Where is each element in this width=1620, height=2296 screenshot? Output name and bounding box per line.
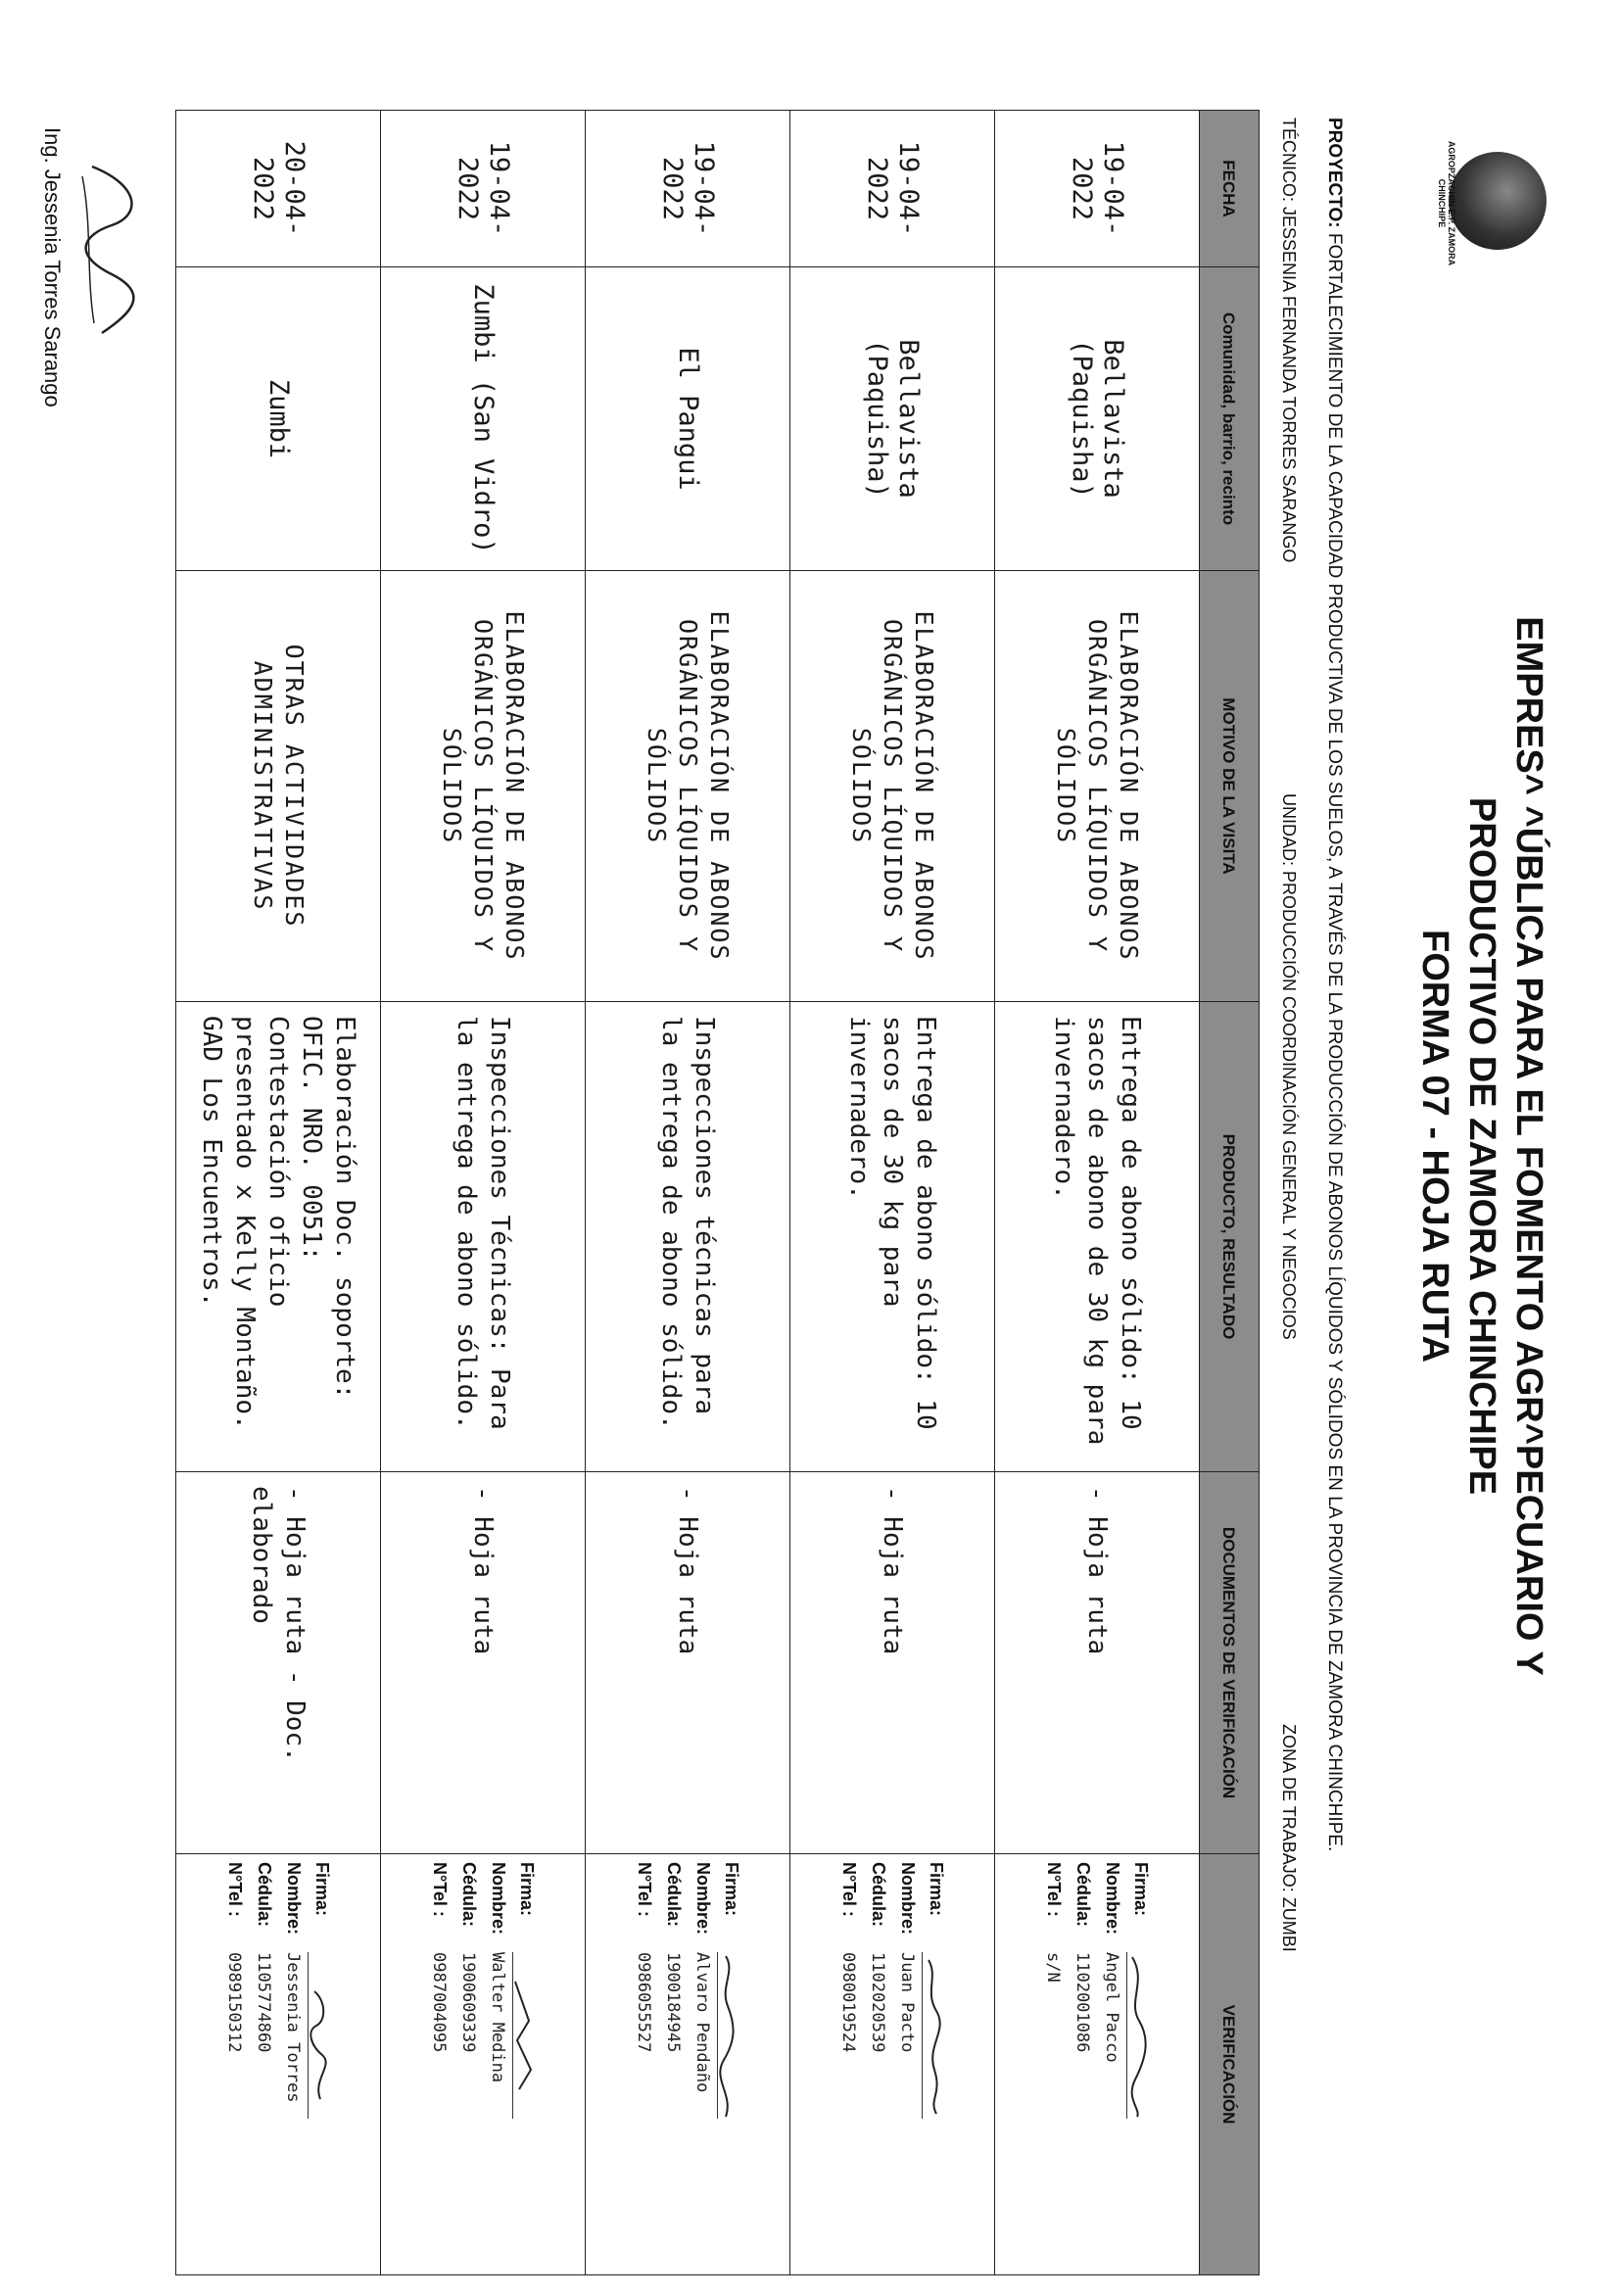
- handwritten-signature: [923, 1952, 943, 2119]
- cell-motivo: ELABORACIÓN DE ABONOS ORGÁNICOS LÍQUIDOS Y SÓLIDOS: [381, 571, 586, 1002]
- cell-fecha: 19-04-2022: [381, 111, 586, 267]
- nombre-label: Nombre:: [898, 1862, 919, 1936]
- tecnico-line: TÉCNICO: JESSENIA FERNANDA TORRES SARANGO: [1279, 118, 1299, 563]
- cell-comunidad: Bellavista (Paquisha): [790, 267, 995, 571]
- cedula-value: 1900609339: [458, 1952, 479, 2053]
- cell-verificacion: [381, 1854, 586, 2275]
- firma-label: Firma:: [1131, 1862, 1152, 1917]
- nombre-value: Walter Medina: [488, 1952, 508, 2083]
- cell-comunidad: Zumbi: [176, 267, 381, 571]
- cell-documentos: - Hoja ruta: [586, 1472, 790, 1854]
- cell-producto: Inspecciones técnicas para la entrega de abono sólido.: [586, 1002, 790, 1472]
- nombre-label: Nombre:: [1103, 1862, 1123, 1936]
- cell-motivo: ELABORACIÓN DE ABONOS ORGÁNICOS LÍQUIDOS Y SÓLIDOS: [995, 571, 1200, 1002]
- nombre-value: Jessenia Torres: [283, 1952, 304, 2103]
- cedula-label: Cédula:: [255, 1862, 275, 1928]
- cell-verificacion: [790, 1854, 995, 2275]
- cell-verificacion: [995, 1854, 1200, 2275]
- tel-label: N°Tel :: [430, 1862, 451, 1917]
- cedula-value: 1900184945: [663, 1952, 684, 2053]
- cedula-label: Cédula:: [459, 1862, 480, 1928]
- tel-value: 0980019524: [838, 1952, 859, 2053]
- cell-comunidad: Zumbi (San Vidro): [381, 267, 586, 571]
- technician-name: Ing. Jessenia Torres Sarango: [40, 127, 65, 407]
- nombre-value: Alvaro Pendaño: [692, 1952, 713, 2093]
- tel-label: N°Tel :: [1044, 1862, 1065, 1917]
- tel-value: 0986055527: [634, 1952, 654, 2053]
- cell-motivo: ELABORACIÓN DE ABONOS ORGÁNICOS LÍQUIDOS Y SÓLIDOS: [586, 571, 790, 1002]
- cell-producto: Elaboración Doc. soporte: OFIC. NRO. 0051: Contestación oficio presentado x Kelly Montaño. GAD Los Encuentros.: [176, 1002, 381, 1472]
- cell-documentos: - Hoja ruta: [381, 1472, 586, 1854]
- cell-fecha: 19-04-2022: [790, 111, 995, 267]
- cell-verificacion: [176, 1854, 381, 2275]
- tel-value: 0989150312: [224, 1952, 245, 2053]
- organization-logo: [1439, 122, 1547, 284]
- column-header-motivo: MOTIVO DE LA VISITA: [1200, 571, 1260, 1002]
- table-row: [790, 111, 995, 2275]
- project-description: [1323, 118, 1346, 2175]
- cell-producto: Entrega de abono sólido: 10 sacos de abono de 30 kg para invernadero.: [995, 1002, 1200, 1472]
- route-sheet-table: [175, 110, 1260, 2275]
- table-row: [176, 111, 381, 2275]
- title-line-1: EMPRES^ ^ÚBLICA PARA EL FOMENTO AGR^PECUARIO Y: [1508, 616, 1549, 1676]
- firma-label: Firma:: [927, 1862, 947, 1917]
- handwritten-signature: [1127, 1952, 1148, 2119]
- cell-fecha: 20-04-2022: [176, 111, 381, 267]
- footer-signature: [63, 147, 151, 343]
- handwritten-signature: [718, 1952, 739, 2119]
- cell-comunidad: Bellavista (Paquisha): [995, 267, 1200, 571]
- table-header-row: [1200, 111, 1260, 2275]
- cedula-label: Cédula:: [664, 1862, 685, 1928]
- cedula-label: Cédula:: [869, 1862, 889, 1928]
- cell-documentos: - Hoja ruta: [790, 1472, 995, 1854]
- table-row: [381, 111, 586, 2275]
- cell-fecha: 19-04-2022: [995, 111, 1200, 267]
- column-header-verificacion: VERIFICACIÓN: [1200, 1854, 1260, 2275]
- title-line-3: FORMA 07 - HOJA RUTA: [1414, 930, 1455, 1363]
- firma-label: Firma:: [312, 1862, 333, 1917]
- cell-producto: Entrega de abono sólido: 10 sacos de 30 kg para invernadero.: [790, 1002, 995, 1472]
- cedula-value: 1102020539: [868, 1952, 888, 2053]
- tel-value: 0987004095: [429, 1952, 450, 2053]
- tel-label: N°Tel :: [225, 1862, 246, 1917]
- cedula-value: 1102001086: [1072, 1952, 1093, 2053]
- nombre-label: Nombre:: [693, 1862, 714, 1936]
- cell-comunidad: El Pangui: [586, 267, 790, 571]
- unidad-line: UNIDAD: PRODUCCIÓN COORDINACIÓN GENERAL Y NEGOCIOS: [1279, 793, 1299, 1340]
- tel-value: s/N: [1043, 1952, 1064, 1983]
- nombre-label: Nombre:: [284, 1862, 305, 1936]
- handwritten-signature: [513, 1952, 534, 2119]
- table-row: [995, 111, 1200, 2275]
- zona-line: ZONA DE TRABAJO: ZUMBI: [1279, 1724, 1299, 1952]
- cell-fecha: 19-04-2022: [586, 111, 790, 267]
- column-header-producto: PRODUCTO, RESULTADO: [1200, 1002, 1260, 1472]
- nombre-value: Juan Pacto: [897, 1952, 918, 2053]
- cell-verificacion: [586, 1854, 790, 2275]
- nombre-value: Angel Pacco: [1102, 1952, 1122, 2063]
- cedula-value: 1105774860: [254, 1952, 274, 2053]
- project-label: PROYECTO:: [1324, 118, 1345, 228]
- project-text: FORTALECIMIENTO DE LA CAPACIDAD PRODUCTIVA DE LOS SUELOS, A TRAVÉS DE LA PRODUCCIÓN DE ABONOS LÍQUIDOS Y SÓLIDOS EN LA PROVINCIA DE ZAMORA CHINCHIPE.: [1324, 232, 1345, 1852]
- cell-documentos: - Hoja ruta: [995, 1472, 1200, 1854]
- firma-label: Firma:: [722, 1862, 742, 1917]
- tel-label: N°Tel :: [839, 1862, 860, 1917]
- table-row: [586, 111, 790, 2275]
- cell-motivo: OTRAS ACTIVIDADES ADMINISTRATIVAS: [176, 571, 381, 1002]
- title-line-2: PRODUCTIVO DE ZAMORA CHINCHIPE: [1461, 796, 1502, 1496]
- column-header-documentos: DOCUMENTOS DE VERIFICACIÓN: [1200, 1472, 1260, 1854]
- nombre-label: Nombre:: [489, 1862, 509, 1936]
- cell-documentos: - Hoja ruta - Doc. elaborado: [176, 1472, 381, 1854]
- tel-label: N°Tel :: [635, 1862, 655, 1917]
- cedula-label: Cédula:: [1073, 1862, 1094, 1928]
- firma-label: Firma:: [517, 1862, 538, 1917]
- cell-motivo: ELABORACIÓN DE ABONOS ORGÁNICOS LÍQUIDOS Y SÓLIDOS: [790, 571, 995, 1002]
- column-header-comunidad: Comunidad, barrio, recinto: [1200, 267, 1260, 571]
- handwritten-signature: [309, 1952, 329, 2119]
- logo-text: AGROPZACHIN E.P. ZAMORA CHINCHIPE: [1437, 140, 1456, 266]
- cell-producto: Inspecciones Técnicas: Para la entrega de abono sólido.: [381, 1002, 586, 1472]
- globe-logo-icon: [1449, 152, 1547, 250]
- column-header-fecha: FECHA: [1200, 111, 1260, 267]
